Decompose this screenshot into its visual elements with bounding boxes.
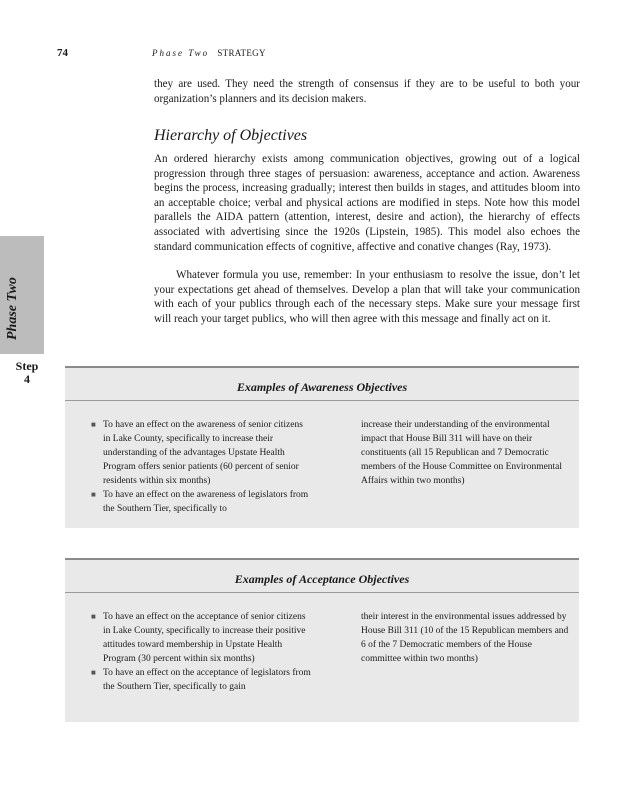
intro-paragraph: they are used. They need the strength of consensus if they are to be useful to both your organization’s planners and its decision makers. [154, 78, 580, 105]
running-head-phase: Phase Two [152, 48, 210, 58]
step-number: 4 [24, 372, 30, 386]
step-label: Step [15, 359, 39, 373]
section-heading: Hierarchy of Objectives [154, 127, 308, 144]
step-indicator [10, 360, 44, 386]
running-head [152, 48, 266, 58]
body-paragraph-1: An ordered hierarchy exists among communication objectives, growing out of a logical progression through three stages of persuasion: awareness, acceptance and action. Awareness begins the process, increasing gradually; interest then builds in stages, and attitudes bloom into an acceptable choice; verbal and physical actions are modified in steps. Note how this model parallels the AIDA pattern (attention, interest, desire and action), the hierarchy of effects associated with advertising since the 1920s (Lipstein, 1985). This model also echoes the standard communication effects of cognitive, affective and conative changes (Ray, 1973). [154, 153, 580, 253]
box-divider [65, 400, 579, 401]
page-number: 74 [57, 47, 68, 59]
list-item [91, 610, 311, 666]
bullet-icon: ■ [91, 612, 96, 621]
acceptance-box-title: Examples of Acceptance Objectives [234, 572, 410, 586]
list-item-continuation: increase their understanding of the environmental impact that House Bill 311 will have on their constituents (all 15 Republican and 7 Democratic members of the House Committee on Environmental Affairs within two months) [361, 420, 563, 486]
list-item [91, 488, 311, 516]
awareness-right-column [361, 418, 571, 488]
acceptance-examples-box [65, 558, 579, 722]
list-item-text: To have an effect on the awareness of senior citizens in Lake County, specifically to increase their understanding of the advantages Upstate Health Program offers senior patients (60 percent of senior residents within six months) [103, 420, 303, 486]
acceptance-left-column [91, 610, 311, 694]
list-item-text: To have an effect on the awareness of legislators from the Southern Tier, specifically to [103, 490, 309, 514]
bullet-icon: ■ [91, 490, 96, 499]
side-tab-label: Phase Two [5, 277, 20, 340]
list-item [91, 666, 311, 694]
list-item-continuation: their interest in the environmental issues addressed by House Bill 311 (10 of the 15 Republican members and 6 of the 7 Democratic members of the House committee within two months) [361, 612, 569, 664]
awareness-left-column [91, 418, 311, 516]
awareness-box-title: Examples of Awareness Objectives [236, 380, 408, 394]
bullet-icon: ■ [91, 420, 96, 429]
box-divider [65, 592, 579, 593]
running-head-section: STRATEGY [217, 48, 266, 58]
list-item-text: To have an effect on the acceptance of legislators from the Southern Tier, specifically to gain [103, 668, 311, 692]
acceptance-right-column [361, 610, 571, 666]
awareness-examples-box [65, 366, 579, 528]
bullet-icon: ■ [91, 668, 96, 677]
list-item-text: To have an effect on the acceptance of senior citizens in Lake County, specifically to increase their positive attitudes toward membership in Upstate Health Program (30 percent within six months) [103, 612, 306, 664]
body-paragraph-2: Whatever formula you use, remember: In your enthusiasm to resolve the issue, don’t let your expectations get ahead of themselves. Develop a plan that will take your communication with each of your publics through each of the necessary steps. Make sure your message first will reach your target publics, who will then agree with this message and finally act on it. [154, 269, 580, 325]
list-item [91, 418, 311, 488]
